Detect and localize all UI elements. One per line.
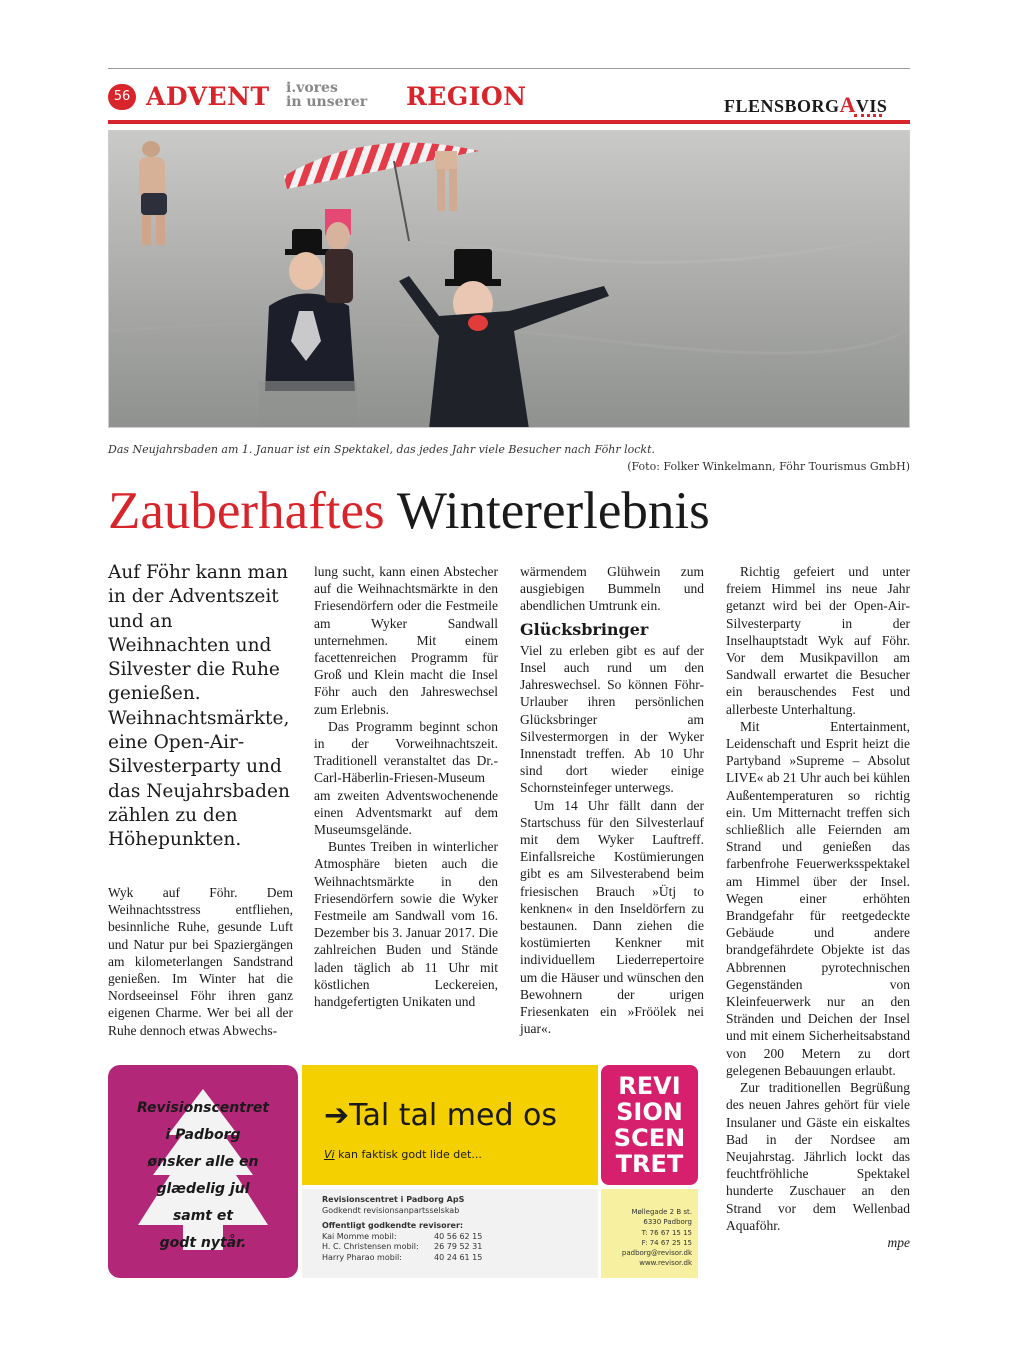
article-column-1 <box>108 884 293 1039</box>
article-column-2 <box>314 563 498 1010</box>
greeting-line: samt et <box>172 1208 234 1224</box>
logo-line: SION <box>616 1098 683 1126</box>
greeting-line: glædelig jul <box>156 1181 250 1197</box>
auditor-list <box>322 1232 578 1264</box>
lead-paragraph: Auf Föhr kann man in der Adventszeit und an Weihnachten und Silvester die Ruhe genießen. Weihnachtsmärkte, eine Open-Air-Silvesterparty und das Neujahrsbaden zählen zu den Höhepunkten. <box>108 562 290 851</box>
auditor-name: Kai Momme mobil: <box>322 1231 397 1241</box>
tagline-rest: kan faktisk godt lide det... <box>334 1148 482 1161</box>
paragraph: Viel zu erleben gibt es auf der Insel auch rund um den Jahreswechsel. So können Föhr-Urlauber ihren persönlichen Glücksbringer am Silvestermorgen in der Wyker Innenstadt treffen. Ab 10 Uhr sind dort wieder einige Schornsteinfeger unterwegs. <box>520 642 704 796</box>
page-number-badge: 56 <box>108 84 136 110</box>
ad-website-link[interactable]: www.revisor.dk <box>639 1259 692 1268</box>
ad-email-link[interactable]: padborg@revisor.dk <box>621 1249 692 1258</box>
ad-logo <box>601 1065 698 1185</box>
auditor-phone: 26 79 52 31 <box>434 1242 483 1251</box>
paragraph: Wyk auf Föhr. Dem Weihnachtsstress entfliehen, besinnliche Ruhe, gesunde Luft und Natur pur bei Spaziergängen am kilometerlangen Sandstrand genießen. Im Winter hat die Nordseeinsel Föhr ihren ganz eigenen Charme. Wer bei all der Ruhe dennoch etwas Abwechs- <box>108 885 293 1038</box>
photo-credit: (Foto: Folker Winkelmann, Föhr Tourismus GmbH) <box>627 460 910 473</box>
connector-bottom: in unserer <box>286 94 368 110</box>
paragraph: Um 14 Uhr fällt dann der Startschuss für den Silvesterlauf mit dem Wyker Lauftreff. Einfallsreiche Kostümierungen gibt es am Silvesterabend beim friesischen Brauch »Ütj to kenknen« in den Inseldörfern zu bestaunen. Dann ziehen die kostümierten Kenkner mit individuellem Liederrepertoire um die Häuser und wünschen den Bewohnern der urigen Friesenkaten ein »Fröölek nei juar«. <box>520 797 704 1037</box>
greeting-line: i Padborg <box>165 1127 241 1143</box>
masthead-flensborg: FLENSBORG <box>724 96 840 116</box>
person-center <box>325 209 353 303</box>
address-line: Møllegade 2 B st. <box>631 1208 692 1216</box>
auditor-phone: 40 24 61 15 <box>434 1252 483 1262</box>
paragraph: Buntes Treiben in winterlicher Atmosphäre bieten auch die Weihnachtsmärkte in den Friesendörfern sowie die Wyker Festmeile am Sandwall vom 16. Dezember bis 3. Januar 2017. Die zahlreichen Buden und Stände laden täglich ab 11 Uhr mit köstlichen Leckereien, handgefertigten Unikaten und <box>314 839 498 1010</box>
author-signature: mpe <box>887 1234 910 1250</box>
top-rule <box>108 68 910 69</box>
section-title-region: REGION <box>406 82 527 111</box>
greeting-line: godt nytår. <box>159 1235 247 1251</box>
article-column-4 <box>726 563 910 1251</box>
greeting-line: ønsker alle en <box>147 1154 259 1170</box>
ad-company-info <box>302 1189 598 1278</box>
address-line: F: 74 67 25 15 <box>641 1238 692 1247</box>
masthead-vis: VIS <box>855 96 888 116</box>
article-column-3 <box>520 563 704 1037</box>
headline <box>108 478 710 544</box>
news-photo <box>108 130 910 428</box>
auditor-name: H. C. Christensen mobil: <box>322 1242 419 1251</box>
ad-address <box>601 1189 698 1278</box>
ad-slogan-text: Tal tal med os <box>349 1098 558 1133</box>
ad-slogan <box>324 1098 557 1133</box>
company-subtitle: Godkendt revisionsanpartsselskab <box>322 1205 460 1215</box>
paragraph: Mit Entertainment, Leidenschaft und Esprit heizt die Partyband »Supreme – Absolut LIVE« ab 21 Uhr auch bei kühlen Außentemperaturen so richtig ein. Um Mitternacht treffen sich schließlich alle Feiernden am Strand und genießen das farbenfrohe Feuerwerksspektakel am Himmel über der Insel. Wegen einer erhöhten Brandgefahr für reetgedeckte Gebäude und andere brandgefährdete Objekte ist das Abbrennen pyrotechnischen Gegenständen von Kleinfeuerwerk nur an den Stränden und Deichen der Insel und mit einem Sicherheitsabstand von 200 Metern zu dort gelegenen Bebauungen erlaubt. <box>726 718 910 1078</box>
auditor-phone: 40 56 62 15 <box>434 1231 483 1241</box>
logo-line: REVI <box>618 1072 681 1100</box>
auditor-name: Harry Pharao mobil: <box>322 1252 402 1262</box>
photo-illustration <box>109 131 910 428</box>
header-red-rule <box>108 120 910 124</box>
ad-tagline <box>324 1148 482 1161</box>
section-title-connector <box>286 81 367 109</box>
greeting-line: Revisionscentret <box>136 1100 270 1116</box>
tagline-vi: Vi <box>324 1148 335 1161</box>
address-line: 6330 Padborg <box>643 1218 692 1227</box>
auditors-title: Offentligt godkendte revisorer: <box>322 1221 464 1230</box>
ad-christmas-greeting <box>108 1065 298 1278</box>
headline-red: Zauberhaftes <box>108 482 385 540</box>
paragraph: Zur traditionellen Begrüßung des neuen Jahres gehört für viele Insulaner und Gäste ein eiskaltes Bad in der Nordsee am Neujahrstag. Jährlich lockt das feuchtfröhliche Spektakel hunderte Zuschauer an den Strand vor dem Wellenbad Aquaföhr. <box>726 1080 910 1233</box>
logo-line: SCEN <box>613 1124 686 1152</box>
section-title-advent: ADVENT <box>146 82 270 111</box>
paragraph: Das Programm beginnt schon in der Vorweihnachtszeit. Traditionell veranstaltet das Dr.-Carl-Häberlin-Friesen-Museum am zweiten Adventswochenende einen Adventsmarkt auf dem Museumsgelände. <box>314 718 498 838</box>
logo-line: TRET <box>615 1150 684 1178</box>
connector-top: i.vores <box>286 80 338 96</box>
address-line: T: 76 67 15 15 <box>641 1228 692 1237</box>
headline-black: Wintererlebnis <box>396 482 710 540</box>
masthead-a: A <box>839 92 856 117</box>
subheading: Glücksbringer <box>520 619 649 639</box>
paragraph: Richtig gefeiert und unter freiem Himmel ins neue Jahr getanzt wird bei der Open-Air-Silvesterparty in der Inselhauptstadt Wyk auf Föhr. Vor dem Musikpavillon am Sandwall erwartet die Besucher ein berauschendes Fest und allerbeste Unterhaltung. <box>726 564 910 717</box>
company-name: Revisionscentret i Padborg ApS <box>322 1195 465 1204</box>
paragraph: wärmendem Glühwein zum ausgiebigen Bummeln und abendlichen Umtrunk ein. <box>520 564 704 614</box>
arrow-icon: ➔ <box>324 1098 350 1133</box>
photo-caption: Das Neujahrsbaden am 1. Januar ist ein Spektakel, das jedes Jahr viele Besucher nach Föhr lockt. <box>108 443 655 456</box>
paragraph: lung sucht, kann einen Abstecher auf die Weihnachtsmärkte in den Friesendörfern oder die Festmeile am Wyker Sandwall unternehmen. Mit einem facettenreichen Programm für Groß und Klein macht die Insel Föhr auch den Jahreswechsel zum Erlebnis. <box>314 564 498 717</box>
